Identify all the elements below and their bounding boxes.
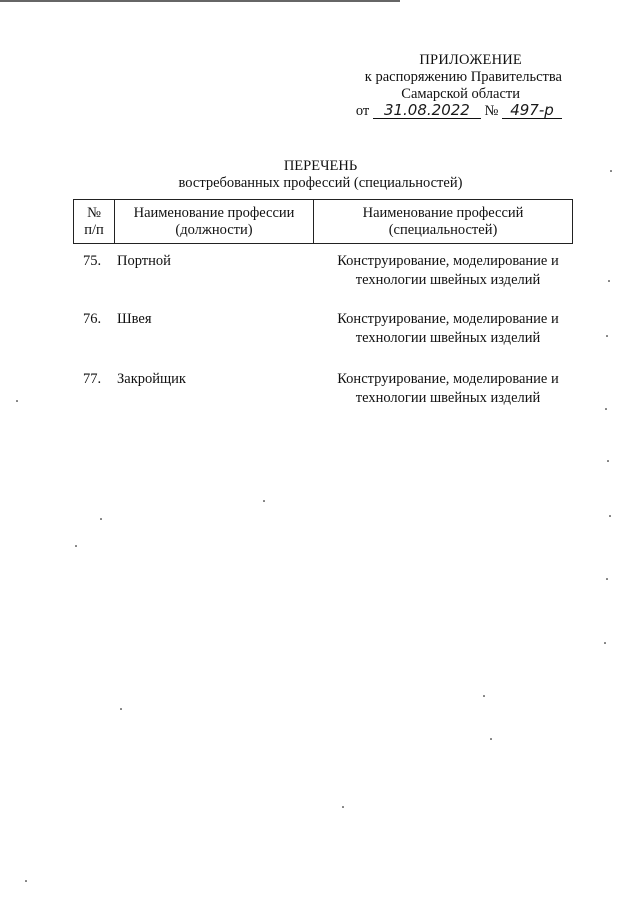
scan-speck: [606, 335, 608, 337]
scan-speck: [607, 460, 609, 462]
header-profession-line-1: Наименование профессии: [133, 204, 295, 221]
scan-speck: [490, 738, 492, 740]
row-specialty-line-1: Конструирование, моделирование и: [337, 253, 559, 269]
scan-edge-line: [0, 0, 400, 2]
row-specialty: [328, 370, 568, 408]
list-heading: [0, 158, 639, 192]
header-specialty: [314, 200, 572, 243]
scan-speck: [605, 408, 607, 410]
row-profession: Швея: [117, 311, 152, 327]
scan-speck: [483, 695, 485, 697]
row-specialty-line-2: технологии швейных изделий: [355, 390, 541, 406]
from-label: от: [355, 103, 370, 119]
header-profession-line-2: (должности): [175, 221, 253, 238]
scan-speck: [16, 400, 18, 402]
row-specialty-line-2: технологии швейных изделий: [355, 330, 541, 346]
scan-speck: [75, 545, 77, 547]
appendix-line-1: к распоряжению Правительства: [364, 69, 562, 85]
appendix-block: [302, 52, 562, 120]
scan-speck: [604, 642, 606, 644]
row-specialty-line-1: Конструирование, моделирование и: [337, 371, 559, 387]
header-specialty-line-2: (специальностей): [388, 221, 498, 238]
number-label: №: [484, 103, 499, 119]
row-specialty: [328, 252, 568, 290]
decree-reference: [302, 103, 562, 120]
row-profession: Портной: [117, 253, 171, 269]
decree-date: 31.08.2022: [373, 103, 481, 119]
appendix-line-2: Самарской области: [401, 86, 520, 102]
row-specialty-line-2: технологии швейных изделий: [355, 272, 541, 288]
scan-speck: [608, 280, 610, 282]
list-subtitle: востребованных профессий (специальностей): [178, 175, 463, 191]
header-number: [74, 200, 115, 243]
row-specialty-line-1: Конструирование, моделирование и: [337, 311, 559, 327]
scan-speck: [263, 500, 265, 502]
header-number-line-1: №: [87, 204, 101, 221]
header-profession: [115, 200, 314, 243]
header-specialty-line-1: Наименование профессий: [362, 204, 524, 221]
scan-speck: [606, 578, 608, 580]
scan-speck: [120, 708, 122, 710]
row-profession: Закройщик: [117, 371, 186, 387]
scan-speck: [610, 170, 612, 172]
row-specialty: [328, 310, 568, 348]
header-number-line-2: п/п: [84, 221, 104, 238]
scan-speck: [25, 880, 27, 882]
table-header: [73, 199, 573, 244]
row-number: 76.: [83, 311, 102, 327]
row-number: 77.: [83, 371, 102, 387]
list-title: ПЕРЕЧЕНЬ: [283, 158, 358, 174]
row-number: 75.: [83, 253, 102, 269]
scan-speck: [100, 518, 102, 520]
professions-table: [73, 199, 573, 406]
decree-number: 497-р: [502, 103, 562, 119]
scan-speck: [342, 806, 344, 808]
appendix-title: ПРИЛОЖЕНИЕ: [419, 52, 522, 68]
scan-speck: [609, 515, 611, 517]
